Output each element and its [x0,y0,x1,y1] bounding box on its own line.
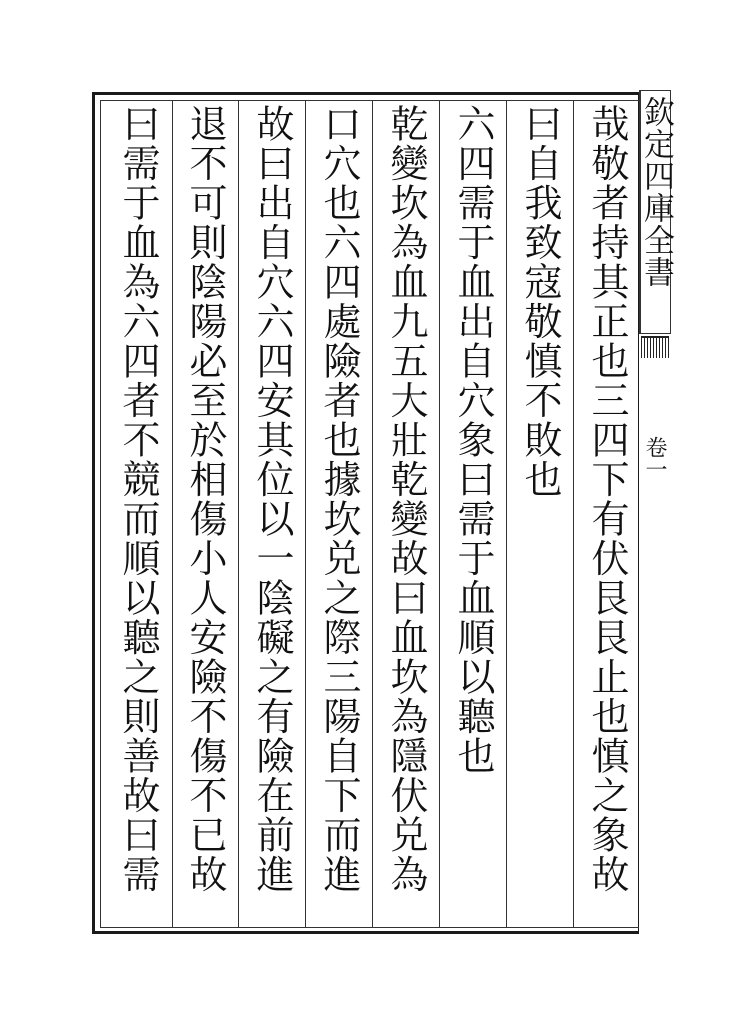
text-column-1: 哉敬者持其正也三四下有伏艮艮止也慎之象故 [585,104,629,894]
text-column-7: 退不可則陰陽必至於相傷小人安險不傷不已故 [183,104,227,894]
column-rule [506,100,507,928]
fishtail-mark [641,336,669,358]
column-rule [305,100,306,928]
text-column-2: 曰自我致寇敬慎不敗也 [518,104,562,499]
text-column-8: 曰需于血為六四者不競而順以聽之則善故曰需 [116,104,160,894]
text-column-3: 六四需于血出自穴象曰需于血順以聽也 [451,104,495,776]
column-rule [238,100,239,928]
text-column-4: 乾變坎為血九五大壯乾變故曰血坎為隱伏兑為 [384,104,428,894]
text-column-6: 故曰出自穴六四安其位以一陰礙之有險在前進 [250,104,294,894]
column-rule [573,100,574,928]
text-column-5: 口穴也六四處險者也據坎兑之際三陽自下而進 [317,104,361,894]
column-rule [372,100,373,928]
column-rule [439,100,440,928]
margin-volume-number: 卷一 [642,436,667,480]
margin-book-title: 欽定四庫全書 [638,96,674,288]
column-rule [172,100,173,928]
